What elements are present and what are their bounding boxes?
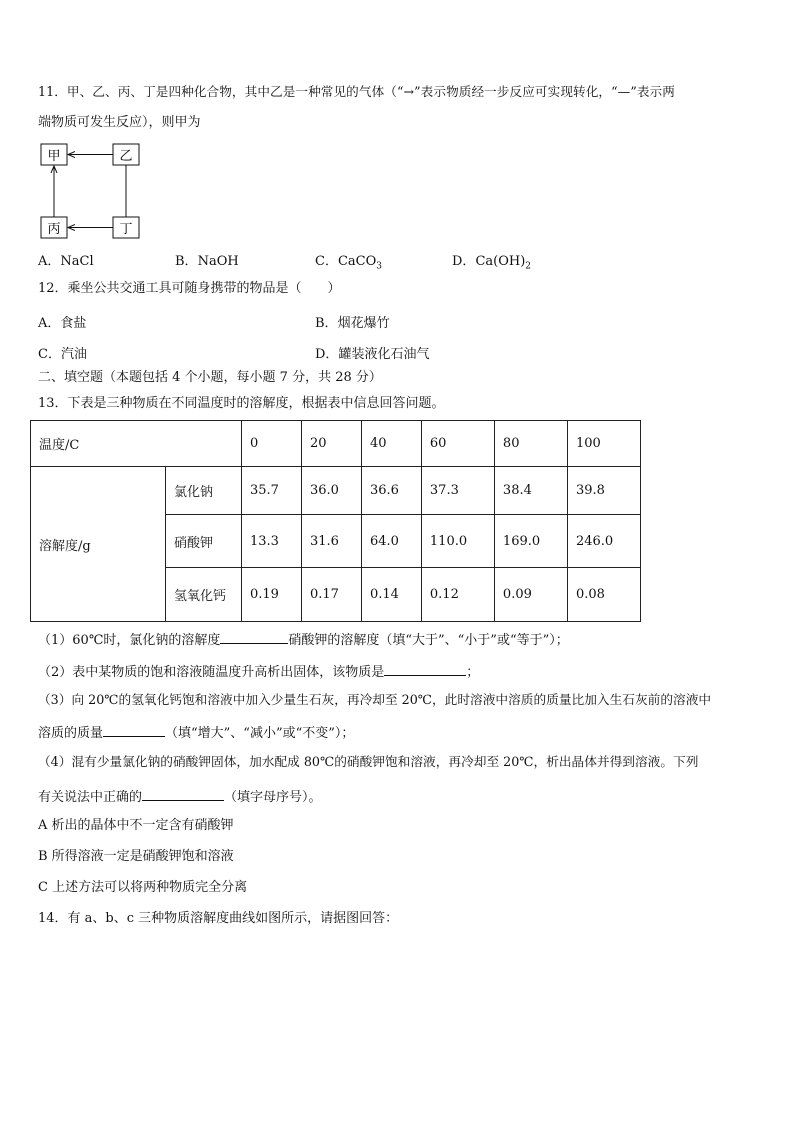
q13-sub2-text-b: ；: [466, 665, 480, 680]
table-row: [31, 467, 641, 515]
q13-sub4-answer-blank[interactable]: [142, 786, 224, 801]
option-text: 罐装液化石油气: [338, 347, 430, 362]
q11-conversion-diagram: [38, 140, 148, 242]
value-cell: 246.0: [567, 515, 640, 568]
substance-name: 氯化钠: [166, 467, 242, 515]
box-jia-label: 甲: [47, 149, 61, 164]
q13-sub4-choice-a[interactable]: A 析出的晶体中不一定含有硝酸钾: [38, 818, 234, 833]
value-cell: 0.17: [301, 568, 361, 622]
box-ding-label: 丁: [119, 222, 133, 237]
q13-sub3-line1: （3）向 20℃的氢氧化钙饱和溶液中加入少量生石灰，再冷却至 20℃，此时溶液中溶质的质量比加入生石灰前的溶液中: [38, 692, 712, 707]
section-heading: 二、填空题（本题包括 4 个小题，每小题 7 分，共 28 分）: [38, 370, 382, 385]
q11-option-a[interactable]: [38, 250, 94, 269]
value-cell: 0.19: [242, 568, 302, 622]
q13-sub4-choice-b[interactable]: B 所得溶液一定是硝酸钾饱和溶液: [38, 849, 234, 864]
value-cell: 13.3: [242, 515, 302, 568]
q13-stem: 13．下表是三种物质在不同温度时的溶解度，根据表中信息回答问题。: [38, 396, 445, 411]
q11-stem-line1: 11．甲、乙、丙、丁是四种化合物，其中乙是一种常见的气体（“→”表示物质经一步反应可实现转化，“—”表示两: [38, 84, 675, 99]
value-cell: 0.14: [361, 568, 421, 622]
option-letter: D．: [315, 347, 339, 362]
substance-name: 氢氧化钙: [166, 568, 242, 622]
option-text: CaCO: [337, 254, 377, 269]
q13-sub3-answer-blank[interactable]: [103, 722, 165, 737]
q13-sub3-line2: [38, 722, 354, 743]
option-subscript: 3: [376, 261, 382, 272]
option-letter: C．: [38, 347, 61, 362]
temp-cell: 20: [301, 421, 361, 467]
value-cell: 0.09: [494, 568, 567, 622]
option-letter: B．: [315, 316, 338, 331]
q12-option-a[interactable]: [38, 312, 86, 331]
q13-sub4-line1: （4）混有少量氯化钠的硝酸钾固体，加水配成 80℃的硝酸钾饱和溶液，再冷却至 20℃，析出晶体并得到溶液。下列: [38, 754, 699, 769]
q13-sub4-line2: [38, 786, 322, 807]
option-text: NaOH: [197, 254, 239, 269]
option-letter: A．: [38, 316, 61, 331]
q13-sub1-text-b: 硝酸钾的溶解度（填“大于”、“小于”或“等于”）；: [288, 633, 569, 648]
box-bing-label: 丙: [47, 222, 61, 237]
option-letter: D．: [452, 254, 476, 269]
value-cell: 0.12: [421, 568, 494, 622]
q13-sub1: [38, 629, 569, 650]
option-letter: A．: [38, 254, 61, 269]
q13-sub2-text-a: （2）表中某物质的饱和溶液随温度升高析出固体，该物质是: [38, 665, 385, 680]
q11-option-d[interactable]: [452, 250, 531, 272]
option-letter: B．: [175, 254, 198, 269]
q11-option-c[interactable]: [315, 250, 382, 272]
temp-cell: 100: [567, 421, 640, 467]
option-text: Ca(OH): [475, 254, 526, 269]
option-text: 食盐: [60, 316, 87, 331]
q13-sub3-text-b: （填“增大”、“减小”或“不变”）；: [165, 726, 355, 741]
solubility-table: [30, 420, 641, 622]
value-cell: 31.6: [301, 515, 361, 568]
q13-sub4-text-b: （填字母序号）。: [224, 790, 322, 805]
temp-cell: 80: [494, 421, 567, 467]
value-cell: 64.0: [361, 515, 421, 568]
value-cell: 37.3: [421, 467, 494, 515]
substance-name: 硝酸钾: [166, 515, 242, 568]
q14-stem: 14．有 a、b、c 三种物质溶解度曲线如图所示，请据图回答：: [38, 911, 399, 926]
q11-stem-line2: 端物质可发生反应），则甲为: [38, 115, 201, 130]
q13-sub3-text-a: 溶质的质量: [38, 726, 104, 741]
q13-sub2-answer-blank[interactable]: [384, 661, 466, 676]
solubility-label: 溶解度/g: [31, 467, 166, 622]
option-text: NaCl: [60, 254, 94, 269]
value-cell: 110.0: [421, 515, 494, 568]
temp-cell: 40: [361, 421, 421, 467]
table-header-temp-label: 温度/C: [31, 421, 242, 467]
value-cell: 36.6: [361, 467, 421, 515]
value-cell: 36.0: [301, 467, 361, 515]
box-yi-label: 乙: [119, 149, 133, 164]
q13-sub1-text-a: （1）60℃时，氯化钠的溶解度: [38, 633, 221, 648]
value-cell: 0.08: [567, 568, 640, 622]
q13-sub1-answer-blank[interactable]: [220, 629, 288, 644]
option-text: 汽油: [60, 347, 87, 362]
temp-cell: 60: [421, 421, 494, 467]
q12-option-b[interactable]: [315, 312, 390, 331]
q12-stem: 12．乘坐公共交通工具可随身携带的物品是（ ）: [38, 281, 341, 296]
q13-sub4-choice-c[interactable]: C 上述方法可以将两种物质完全分离: [38, 880, 248, 895]
q13-sub4-text-a: 有关说法中正确的: [38, 790, 143, 805]
value-cell: 169.0: [494, 515, 567, 568]
option-text: 烟花爆竹: [337, 316, 390, 331]
q12-option-d[interactable]: [315, 343, 429, 362]
option-subscript: 2: [525, 261, 532, 272]
q12-option-c[interactable]: [38, 343, 87, 362]
value-cell: 39.8: [567, 467, 640, 515]
temp-cell: 0: [242, 421, 302, 467]
q11-option-b[interactable]: [175, 250, 239, 269]
q13-sub2: [38, 661, 479, 682]
value-cell: 35.7: [242, 467, 302, 515]
value-cell: 38.4: [494, 467, 567, 515]
option-letter: C．: [315, 254, 338, 269]
